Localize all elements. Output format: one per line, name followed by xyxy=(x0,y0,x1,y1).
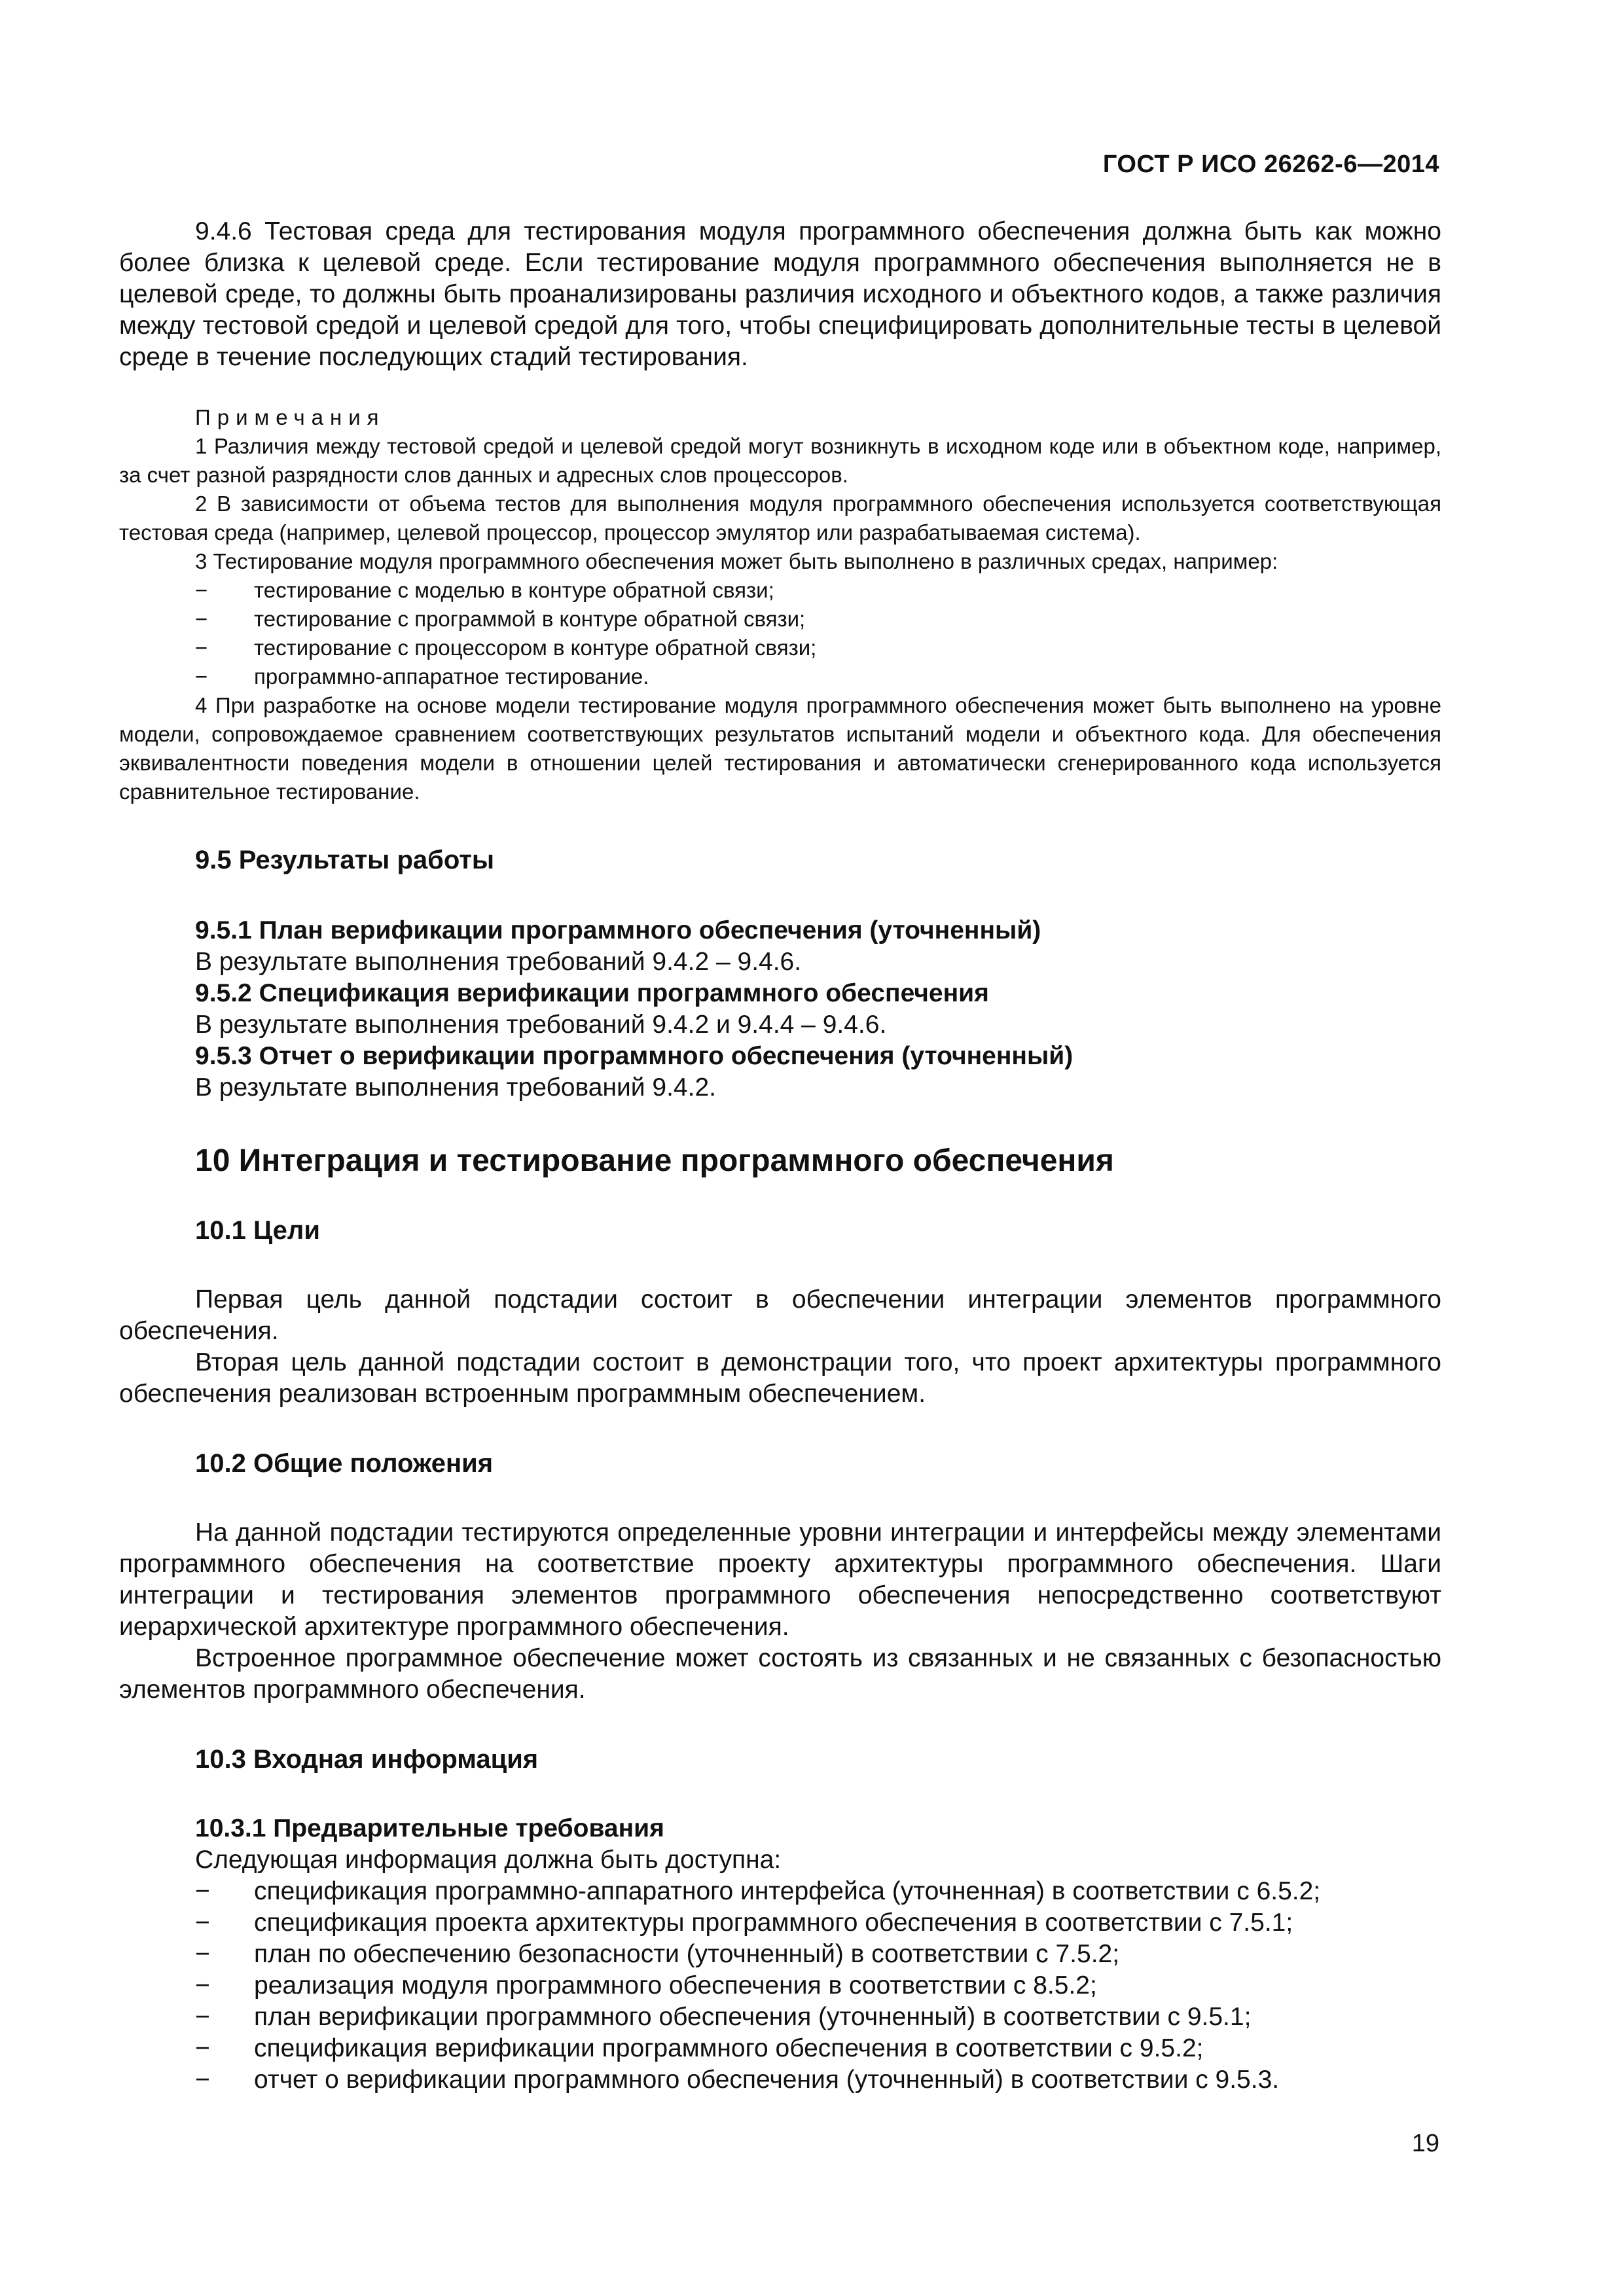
prerequisites-list xyxy=(119,1876,1441,2096)
list-item: − тестирование с процессором в контуре обратной связи; xyxy=(119,634,1441,662)
note-3: 3 Тестирование модуля программного обеспечения может быть выполнено в различных средах, например: xyxy=(195,549,1278,573)
section-10-3-1-title: 10.3.1 Предварительные требования xyxy=(195,1814,664,1842)
list-item: − план верификации программного обеспечения (уточненный) в соответствии с 9.5.1; xyxy=(119,2001,1441,2033)
document-header: ГОСТ Р ИСО 26262-6—2014 xyxy=(1102,151,1439,178)
section-9-5-3-title: 9.5.3 Отчет о верификации программного обеспечения (уточненный) xyxy=(195,1042,1074,1070)
list-item: − программно-аппаратное тестирование. xyxy=(119,662,1441,691)
list-item: − реализация модуля программного обеспечения в соответствии с 8.5.2; xyxy=(119,1970,1441,2001)
dash-marker: − xyxy=(195,2066,210,2094)
paragraph-9-4-6: 9.4.6 Тестовая среда для тестирования модуля программного обеспечения должна быть как можно более близка к целевой среде. Если тестирование модуля программного обеспечения выполняется не в целевой среде, то должны быть проанализированы различия исходного и объектного кодов, а также различия между тестовой средой и целевой средой для того, чтобы специфицировать дополнительные тесты в целевой среде в течение последующих стадий тестирования. xyxy=(119,217,1441,371)
note-1: 1 Различия между тестовой средой и целевой средой могут возникнуть в исходном коде или в объектном коде, например, за счет разной разрядности слов данных и адресных слов процессоров. xyxy=(119,434,1441,487)
note-4: 4 При разработке на основе модели тестирование модуля программного обеспечения может быть выполнено на уровне модели, сопровождаемое сравнением соответствующих результатов испытаний модели и объектного кода. Для обеспечения эквивалентности поведения модели в отношении целей тестирования и автоматически сгенерированного кода используется сравнительное тестирование. xyxy=(119,693,1441,804)
note-2: 2 В зависимости от объема тестов для выполнения модуля программного обеспечения используется соответствующая тестовая среда (например, целевой процессор, процессор эмулятор или разрабатываемая система). xyxy=(119,492,1441,545)
list-item: − спецификация проекта архитектуры программного обеспечения в соответствии с 7.5.1; xyxy=(119,1907,1441,1939)
list-item: − тестирование с моделью в контуре обратной связи; xyxy=(119,576,1441,605)
section-10-2-title: 10.2 Общие положения xyxy=(195,1449,494,1478)
section-10-1-paragraph-1: Первая цель данной подстадии состоит в обеспечении интеграции элементов программного обеспечения. xyxy=(119,1285,1441,1345)
dash-marker: − xyxy=(195,1909,210,1937)
list-item: − спецификация программно-аппаратного интерфейса (уточненная) в соответствии с 6.5.2; xyxy=(119,1876,1441,1907)
section-9-5-title: 9.5 Результаты работы xyxy=(195,846,495,874)
section-10-3-title: 10.3 Входная информация xyxy=(195,1745,539,1774)
dash-marker: − xyxy=(195,1971,210,2000)
list-item: − спецификация верификации программного обеспечения в соответствии с 9.5.2; xyxy=(119,2033,1441,2064)
list-item: − план по обеспечению безопасности (уточненный) в соответствии с 7.5.2; xyxy=(119,1939,1441,1970)
notes-heading: Примечания xyxy=(195,405,386,429)
section-9-5-2-text: В результате выполнения требований 9.4.2 и 9.4.4 – 9.4.6. xyxy=(195,1011,887,1039)
dash-marker: − xyxy=(195,2003,210,2031)
section-10-1-title: 10.1 Цели xyxy=(195,1216,320,1245)
dash-marker: − xyxy=(195,1940,210,1968)
section-10-1-paragraph-2: Вторая цель данной подстадии состоит в демонстрации того, что проект архитектуры программного обеспечения реализован встроенным программным обеспечением. xyxy=(119,1348,1441,1408)
section-10-title: 10 Интеграция и тестирование программного обеспечения xyxy=(195,1143,1114,1178)
section-9-5-2-title: 9.5.2 Спецификация верификации программного обеспечения xyxy=(195,979,989,1007)
section-10-2-paragraph-1: На данной подстадии тестируются определенные уровни интеграции и интерфейсы между элементами программного обеспечения на соответствие проекту архитектуры программного обеспечения. Шаги интеграции и тестирования элементов программного обеспечения непосредственно соответствуют иерархической архитектуре программного обеспечения. xyxy=(119,1518,1441,1641)
section-10-3-1-intro: Следующая информация должна быть доступна: xyxy=(195,1846,782,1874)
page-content xyxy=(119,216,1441,2096)
dash-marker: − xyxy=(195,664,208,689)
dash-marker: − xyxy=(195,636,208,660)
dash-marker: − xyxy=(195,578,208,602)
dash-marker: − xyxy=(195,2034,210,2062)
dash-marker: − xyxy=(195,607,208,631)
note-3-list xyxy=(119,576,1441,691)
section-9-5-1-title: 9.5.1 План верификации программного обеспечения (уточненный) xyxy=(195,916,1041,944)
page-number: 19 xyxy=(1411,2130,1439,2157)
dash-marker: − xyxy=(195,1877,210,1905)
list-item: − тестирование с программой в контуре обратной связи; xyxy=(119,605,1441,634)
list-item: − отчет о верификации программного обеспечения (уточненный) в соответствии с 9.5.3. xyxy=(119,2064,1441,2096)
section-10-2-paragraph-2: Встроенное программное обеспечение может состоять из связанных и не связанных с безопасностью элементов программного обеспечения. xyxy=(119,1644,1441,1704)
section-9-5-1-text: В результате выполнения требований 9.4.2 – 9.4.6. xyxy=(195,948,802,976)
section-9-5-3-text: В результате выполнения требований 9.4.2. xyxy=(195,1073,716,1102)
